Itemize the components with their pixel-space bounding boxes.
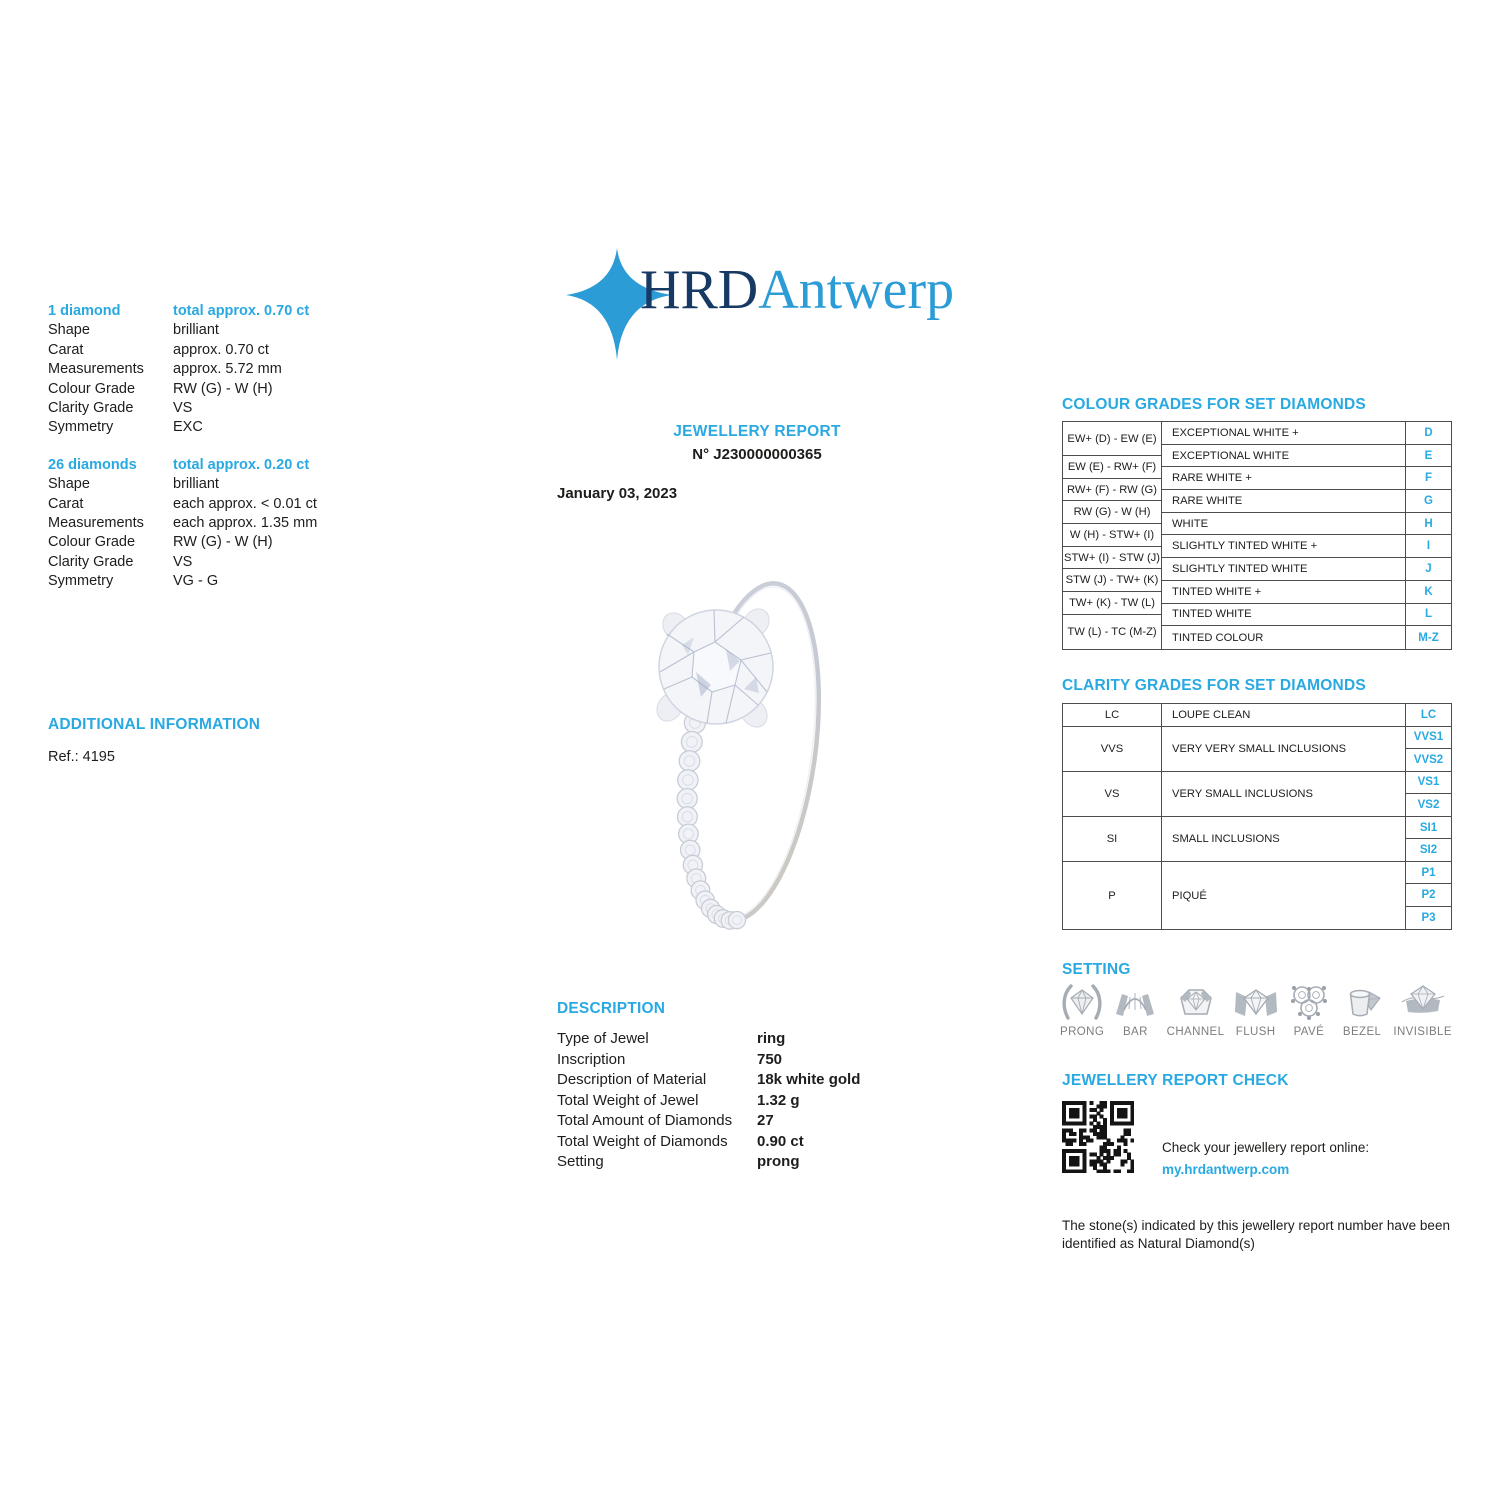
- center-stone: [652, 604, 775, 732]
- hrd-colour-range: RW+ (F) - RW (G): [1063, 479, 1162, 502]
- clarity-grade-name: LOUPE CLEAN: [1162, 704, 1406, 727]
- clarity-grade-code: VVS2: [1406, 749, 1451, 772]
- attribute-label: Measurements: [48, 361, 144, 378]
- colour-grade-code: L: [1406, 604, 1451, 627]
- attribute-row-shape: [48, 475, 388, 494]
- attribute-row-measurements: [48, 514, 388, 533]
- channel-setting-icon: [1174, 983, 1218, 1021]
- setting-label: PAVÉ: [1293, 1026, 1325, 1038]
- stone-group-1-header: [48, 302, 388, 321]
- clarity-grade-code: VS2: [1406, 794, 1451, 817]
- colour-grades-heading: COLOUR GRADES FOR SET DIAMONDS: [1062, 396, 1366, 413]
- attribute-row-clarity-grade: [48, 399, 388, 418]
- clarity-grade-code: VS1: [1406, 772, 1451, 795]
- pave-setting-icon: [1287, 983, 1331, 1021]
- description-label: Total Amount of Diamonds: [557, 1112, 733, 1129]
- clarity-grade-name: SMALL INCLUSIONS: [1162, 817, 1406, 862]
- report-date: January 03, 2023: [557, 485, 678, 502]
- description-row-total-weight-diamonds: [557, 1132, 927, 1153]
- qr-code-icon: [1062, 1101, 1134, 1173]
- clarity-grades-heading: CLARITY GRADES FOR SET DIAMONDS: [1062, 677, 1366, 694]
- colour-grade-code: J: [1406, 558, 1451, 581]
- attribute-row-carat: [48, 341, 388, 360]
- hrd-colour-range: W (H) - STW+ (I): [1063, 524, 1162, 547]
- attribute-value: VS: [173, 553, 193, 570]
- flush-setting-icon: [1234, 983, 1278, 1021]
- attribute-label: Shape: [48, 476, 90, 493]
- clarity-grade-code: SI2: [1406, 839, 1451, 862]
- clarity-grade-name: VERY VERY SMALL INCLUSIONS: [1162, 727, 1406, 772]
- setting-label: INVISIBLE: [1393, 1026, 1452, 1038]
- clarity-group-code: SI: [1063, 817, 1162, 862]
- attribute-label: Colour Grade: [48, 380, 136, 397]
- setting-heading: SETTING: [1062, 961, 1131, 978]
- description-value: prong: [757, 1153, 800, 1170]
- report-check-url-link[interactable]: my.hrdantwerp.com: [1162, 1162, 1290, 1177]
- description-row-total-amount-diamonds: [557, 1111, 927, 1132]
- clarity-grade-code: P3: [1421, 912, 1436, 925]
- report-check-info: [1162, 1140, 1369, 1177]
- prong-setting-icon: [1060, 983, 1104, 1021]
- description-label: Setting: [557, 1153, 604, 1170]
- logo-text-antwerp: Antwerp: [758, 259, 955, 321]
- clarity-group-code: VS: [1063, 772, 1162, 817]
- setting-type-flush: [1234, 983, 1278, 1038]
- description-row-material: [557, 1070, 927, 1091]
- hrd-antwerp-logo: [566, 248, 966, 368]
- clarity-grade-code: VVS1: [1406, 727, 1451, 750]
- colour-grades-table: [1062, 421, 1452, 650]
- attribute-value: brilliant: [173, 476, 219, 493]
- attribute-label: Colour Grade: [48, 534, 136, 551]
- clarity-grade-name: VERY SMALL INCLUSIONS: [1162, 772, 1406, 817]
- attribute-value: brilliant: [173, 322, 219, 339]
- description-value: ring: [757, 1030, 786, 1047]
- description-section: [557, 1000, 927, 1173]
- attribute-value: each approx. < 0.01 ct: [173, 495, 317, 512]
- report-header: [557, 424, 957, 463]
- description-value: 750: [757, 1050, 783, 1068]
- attribute-value: RW (G) - W (H): [173, 534, 273, 551]
- stone-group-1-count: 1 diamond: [48, 303, 121, 319]
- colour-grade-code: H: [1406, 513, 1451, 536]
- additional-information-heading: ADDITIONAL INFORMATION: [48, 716, 261, 733]
- setting-types: [1060, 983, 1452, 1038]
- colour-grade-name: SLIGHTLY TINTED WHITE: [1162, 558, 1406, 581]
- description-label: Inscription: [557, 1050, 626, 1068]
- attribute-row-shape: [48, 321, 388, 340]
- invisible-setting-icon: [1401, 983, 1445, 1021]
- setting-label: PRONG: [1060, 1026, 1105, 1038]
- bar-setting-icon: [1113, 983, 1157, 1021]
- attribute-value: VS: [173, 400, 193, 417]
- report-check-heading: JEWELLERY REPORT CHECK: [1062, 1072, 1289, 1089]
- clarity-grade-code: SI1: [1406, 817, 1451, 840]
- clarity-grade-name: PIQUÉ: [1162, 862, 1406, 930]
- colour-grade-code: D: [1406, 422, 1451, 445]
- attribute-label: Clarity Grade: [48, 400, 134, 417]
- colour-grade-name: RARE WHITE +: [1162, 467, 1406, 490]
- hrd-colour-range: STW+ (I) - STW (J): [1063, 547, 1162, 570]
- clarity-grades-table: [1062, 703, 1452, 930]
- attribute-label: Shape: [48, 322, 90, 339]
- attribute-row-clarity-grade: [48, 553, 388, 572]
- clarity-group-code: VVS: [1063, 727, 1162, 772]
- colour-grade-name: EXCEPTIONAL WHITE +: [1162, 422, 1406, 445]
- ring-photo: [556, 545, 960, 965]
- bezel-setting-icon: [1340, 983, 1384, 1021]
- clarity-grade-code: P2: [1406, 884, 1451, 907]
- attribute-value: RW (G) - W (H): [173, 380, 273, 397]
- colour-grade-name: TINTED COLOUR: [1162, 626, 1406, 649]
- colour-grade-name: RARE WHITE: [1162, 490, 1406, 513]
- stone-group-2-total: total approx. 0.20 ct: [173, 456, 310, 473]
- description-value: 27: [757, 1112, 774, 1129]
- attribute-row-carat: [48, 495, 388, 514]
- attribute-row-symmetry: [48, 418, 388, 437]
- stone-group-1: [48, 302, 388, 438]
- colour-grade-code: I: [1406, 535, 1451, 558]
- colour-grade-name: TINTED WHITE +: [1162, 581, 1406, 604]
- attribute-row-colour-grade: [48, 533, 388, 552]
- clarity-group-code: P: [1063, 862, 1162, 930]
- stones-summary: [48, 302, 388, 592]
- setting-type-bar: [1113, 983, 1157, 1038]
- attribute-value: approx. 5.72 mm: [173, 361, 282, 378]
- attribute-value: EXC: [173, 419, 203, 436]
- attribute-label: Clarity Grade: [48, 553, 134, 570]
- stone-group-2-header: [48, 456, 388, 475]
- clarity-group-code: LC: [1063, 704, 1162, 727]
- hrd-colour-range: EW (E) - RW+ (F): [1063, 456, 1162, 479]
- hrd-colour-range: TW+ (K) - TW (L): [1063, 592, 1162, 615]
- hrd-colour-range: EW+ (D) - EW (E): [1063, 422, 1162, 456]
- attribute-label: Carat: [48, 495, 84, 512]
- description-value: 1.32 g: [757, 1091, 800, 1109]
- setting-type-invisible: [1393, 983, 1452, 1038]
- attribute-row-symmetry: [48, 572, 388, 591]
- description-rows: [557, 1029, 927, 1173]
- colour-grade-name: TINTED WHITE: [1162, 604, 1406, 627]
- additional-information-section: [48, 716, 388, 765]
- attribute-row-measurements: [48, 360, 388, 379]
- report-number: N° J230000000365: [692, 446, 822, 463]
- setting-type-pave: [1287, 983, 1331, 1038]
- setting-label: BEZEL: [1342, 1026, 1382, 1038]
- colour-grade-code: E: [1406, 445, 1451, 468]
- description-heading: DESCRIPTION: [557, 1000, 666, 1017]
- description-row-setting: [557, 1152, 927, 1173]
- hrd-colour-range: RW (G) - W (H): [1063, 501, 1162, 524]
- description-label: Description of Material: [557, 1071, 707, 1088]
- setting-type-bezel: [1340, 983, 1384, 1038]
- attribute-value: VG - G: [173, 573, 219, 590]
- stone-group-2-count: 26 diamonds: [48, 456, 137, 473]
- description-label: Total Weight of Jewel: [557, 1091, 699, 1109]
- hrd-colour-range: TW (L) - TC (M-Z): [1063, 615, 1162, 649]
- attribute-value: approx. 0.70 ct: [173, 341, 269, 358]
- attribute-row-colour-grade: [48, 380, 388, 399]
- stone-group-1-total: total approx. 0.70 ct: [173, 303, 310, 319]
- description-row-inscription: [557, 1050, 927, 1071]
- description-label: Type of Jewel: [557, 1030, 649, 1047]
- natural-diamond-statement: The stone(s) indicated by this jewellery report number have been identified as Natural Diamond(s): [1062, 1218, 1450, 1252]
- attribute-label: Measurements: [48, 515, 144, 532]
- description-row-total-weight-jewel: [557, 1091, 927, 1112]
- clarity-grade-code: LC: [1406, 704, 1451, 727]
- setting-label: CHANNEL: [1166, 1026, 1225, 1038]
- colour-grade-name: WHITE: [1162, 513, 1406, 536]
- colour-grade-code: F: [1406, 467, 1451, 490]
- description-value: 0.90 ct: [757, 1132, 804, 1150]
- setting-label: BAR: [1122, 1026, 1148, 1038]
- colour-grade-name: EXCEPTIONAL WHITE: [1162, 445, 1406, 468]
- setting-type-channel: [1167, 983, 1225, 1038]
- description-label: Total Weight of Diamonds: [557, 1132, 728, 1150]
- stone-group-2: [48, 456, 388, 592]
- reference-number: Ref.: 4195: [48, 749, 115, 765]
- clarity-grade-code: P1: [1406, 862, 1451, 885]
- setting-type-prong: [1060, 983, 1104, 1038]
- description-row-type-of-jewel: [557, 1029, 927, 1050]
- colour-grade-code: G: [1406, 490, 1451, 513]
- hrd-colour-range: STW (J) - TW+ (K): [1063, 569, 1162, 592]
- colour-grade-code: M-Z: [1418, 631, 1439, 644]
- report-check-line: Check your jewellery report online:: [1162, 1140, 1370, 1155]
- attribute-label: Symmetry: [48, 573, 114, 590]
- setting-label: FLUSH: [1235, 1026, 1276, 1038]
- logo-wordmark: [640, 259, 955, 321]
- attribute-value: each approx. 1.35 mm: [173, 515, 318, 532]
- description-value: 18k white gold: [757, 1071, 861, 1088]
- attribute-label: Symmetry: [48, 419, 114, 436]
- colour-grade-code: K: [1406, 581, 1451, 604]
- report-title: JEWELLERY REPORT: [673, 423, 841, 440]
- logo-text-hrd: HRD: [640, 259, 759, 321]
- attribute-label: Carat: [48, 341, 84, 358]
- colour-grade-name: SLIGHTLY TINTED WHITE +: [1162, 535, 1406, 558]
